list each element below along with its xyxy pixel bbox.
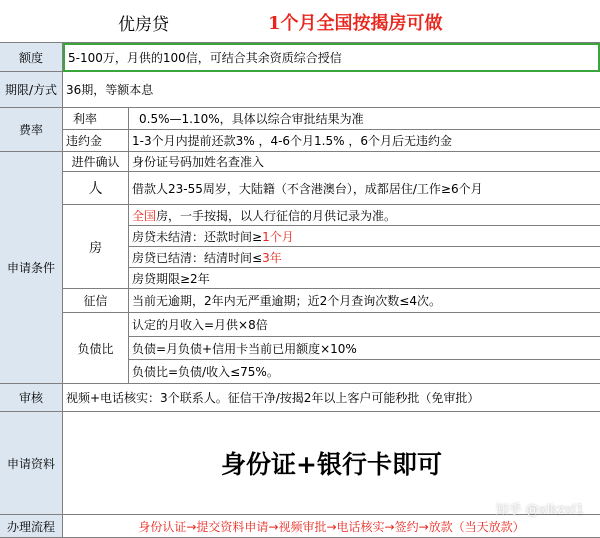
header-row (0, 0, 600, 43)
penalty-value: 1-3个月内提前还款3% ，4-6个月1.5% ，6个月后无违约金 (129, 130, 600, 152)
house-line-1 (129, 205, 600, 226)
conditions-label: 申请条件 (0, 152, 63, 384)
materials-value: 身份证+银行卡即可 (63, 412, 600, 515)
credit-label: 征信 (63, 289, 129, 313)
interest-label: 利率 (63, 108, 129, 130)
house-line-3 (129, 247, 600, 268)
house-line-4: 房贷期限≥2年 (129, 268, 600, 289)
term-value: 36期，等额本息 (63, 72, 600, 108)
house-line-3-highlight: 3年 (262, 250, 282, 265)
amount-value: 5-100万，月供的100信，可结合其余资质综合授信 (63, 43, 600, 72)
penalty-label: 违约金 (63, 130, 129, 152)
interest-value: 0.5%—1.10%，具体以综合审批结果为准 (129, 108, 600, 130)
house-line-3-text: 房贷已结清：结清时间≤ (132, 250, 263, 265)
term-label: 期限/方式 (0, 72, 63, 108)
materials-label: 申请资料 (0, 412, 63, 515)
debt-line-3: 负债比=负债/收入≤75%。 (129, 360, 600, 384)
product-title: 优房贷 (118, 15, 169, 35)
house-line-2-highlight: 1个月 (262, 229, 294, 244)
house-line-2-text: 房贷未结清：还款时间≥ (132, 229, 263, 244)
debt-label: 负债比 (63, 313, 129, 384)
watermark-text: 知乎 @xlkzxl1 (495, 503, 584, 518)
person-label: 人 (63, 172, 129, 205)
entry-value: 身份证号码加姓名查准入 (129, 152, 600, 172)
house-line-1-text: 房，一手按揭，以人行征信的月供记录为准。 (156, 208, 397, 223)
fee-label: 费率 (0, 108, 63, 152)
house-line-2 (129, 226, 600, 247)
house-label: 房 (63, 205, 129, 289)
process-label: 办理流程 (0, 515, 63, 538)
entry-label: 进件确认 (63, 152, 129, 172)
amount-label: 额度 (0, 43, 63, 72)
slogan-title: 1个月全国按揭房可做 (268, 13, 443, 34)
person-value: 借款人23-55周岁，大陆籍（不含港澳台），成都居住/工作≥6个月 (129, 172, 600, 205)
review-value: 视频+电话核实：3个联系人。征信干净/按揭2年以上客户可能秒批（免审批） (63, 384, 600, 412)
credit-value: 当前无逾期，2年内无严重逾期；近2个月查询次数≤4次。 (129, 289, 600, 313)
house-line-1-highlight: 全国 (132, 208, 157, 223)
debt-line-1: 认定的月收入=月供×8倍 (129, 313, 600, 337)
process-value: 身份认证→提交资料申请→视频审批→电话核实→签约→放款（当天放款） (63, 515, 600, 538)
debt-line-2: 负债=月负债+信用卡当前已用额度×10% (129, 337, 600, 360)
review-label: 审核 (0, 384, 63, 412)
